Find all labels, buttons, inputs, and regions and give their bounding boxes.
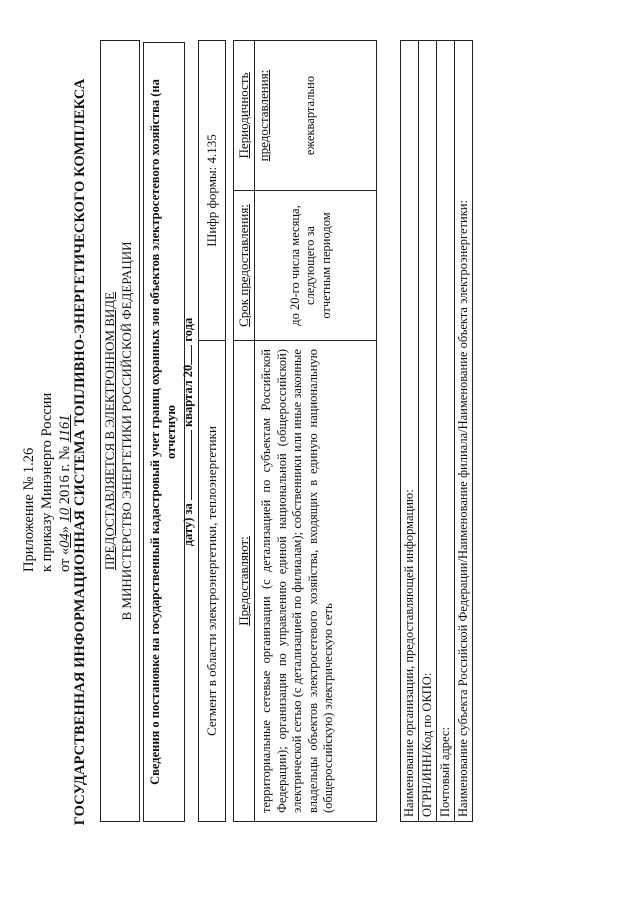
- org-subject-row[interactable]: Наименование субъекта Российской Федерации/Наименование филиала/Наименование объекта электроэнергетики:: [456, 200, 470, 817]
- segment-row: [198, 40, 226, 822]
- date-prefix: от «: [57, 547, 73, 572]
- appendix-number: Приложение № 1.26: [21, 447, 37, 572]
- submission-table: [233, 40, 377, 822]
- appendix-order-ref: к приказу Минэнерго России: [39, 392, 55, 572]
- report-info-line-2: [179, 51, 196, 813]
- submission-line-2: В МИНИСТЕРСТВО ЭНЕРГЕТИКИ РОССИЙСКОЙ ФЕДЕРАЦИИ: [119, 241, 134, 621]
- date-year: 2016 г. №: [57, 442, 73, 508]
- period-column: [234, 41, 376, 191]
- quarter-label: квартал 20: [181, 364, 195, 427]
- period-header-text: Периодичность предоставления:: [236, 69, 271, 162]
- who-header-text: Предоставляют:: [236, 536, 251, 626]
- date-day: 04: [57, 533, 73, 548]
- report-period-label: дату) за: [181, 503, 195, 547]
- deadline-header: [234, 191, 255, 340]
- report-info-line-1: Сведения о постановке на государственный кадастровый учет границ охранных зон объектов электросетевого хозяйства (на отчетную: [148, 79, 178, 785]
- submission-box: [100, 40, 140, 822]
- deadline-column: [234, 191, 376, 341]
- document-title: ГОСУДАРСТВЕННАЯ ИНФОРМАЦИОННАЯ СИСТЕМА ТОПЛИВНО-ЭНЕРГЕТИЧЕСКОГО КОМПЛЕКСА: [72, 78, 88, 826]
- year-label: года: [181, 317, 195, 342]
- organization-block: [400, 40, 473, 822]
- year-blank[interactable]: [179, 345, 192, 365]
- order-number: 1161: [57, 414, 73, 443]
- quarter-blank[interactable]: [179, 430, 192, 500]
- org-ids-row[interactable]: ОГРН/ИНН/Код по ОКПО:: [419, 41, 437, 821]
- date-sep: »: [57, 522, 73, 534]
- appendix-header: [20, 242, 74, 572]
- document-page: [20, 22, 620, 882]
- who-text: территориальные сетевые организации (с детализацией по субъектам Российской Федерации); организация по управлению единой национальной (общероссийской) электрической сетью (с детализацией по филиалам); собственники или иные законные владельцы объектов электросетевого хозяйства, входящих в единую национальную (общероссийскую) электрическую сеть: [259, 349, 335, 813]
- report-info-box: [143, 42, 195, 822]
- segment-label: Сегмент в области электроэнергетики, теплоэнергетики: [199, 340, 225, 821]
- who-column: [234, 341, 376, 821]
- org-name-row[interactable]: Наименование организации, предоставляющей информацию:: [401, 41, 419, 821]
- form-code: Шифр формы: 4.135: [204, 134, 219, 247]
- submission-line-1: ПРЕДОСТАВЛЯЕТСЯ В ЭЛЕКТРОННОМ ВИДЕ: [102, 291, 117, 571]
- period-header: [234, 41, 271, 190]
- org-address-row[interactable]: Почтовый адрес:: [437, 41, 455, 821]
- deadline-text: до 20-го числа месяца, следующего за отчетным периодом: [287, 205, 333, 326]
- who-header: [234, 341, 255, 821]
- date-month: 10: [57, 507, 73, 523]
- deadline-header-text: Срок предоставления:: [236, 204, 251, 327]
- period-text: ежеквартально: [303, 75, 318, 156]
